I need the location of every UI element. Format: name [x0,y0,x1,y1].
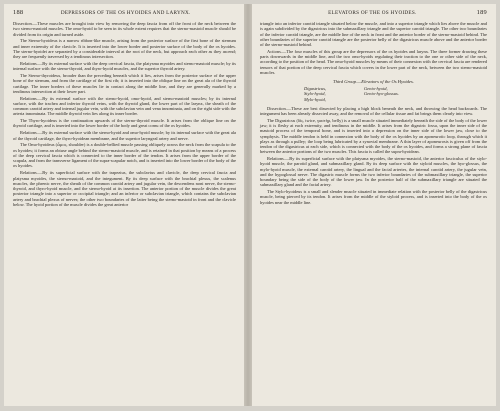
right-page-number: 189 [476,9,487,16]
paragraph: Dissection.—These are best dissected by placing a high block beneath the neck, and throwing the head backwards. The integument has been already dissected away, and the removal of the cellular tissue and fat brings them clearly into view. [260,105,487,116]
paragraph: Relations.—By its superficial surface with the trapezius, the subclavius and clavicle, the deep cervical fascia and platysma myoides, the sterno-mastoid, and the integument. By its deep surface with the brachial plexus, the scalenus muscles, the phrenic nerve, the sheath of the common carotid artery and jugular vein, the descendens noni nerve, the sterno-thyroid, and thyro-hyoid muscle, and the sterno-hyoid at its insertion. The anterior portion of the muscle divides the great posterior triangle into a superior or occipital triangle; and an inferior or subclavian triangle, which contains the subclavian artery and brachial plexus of nerves; the other two boundaries of the latter being the sterno-mastoid in front and the clavicle below. The hyoid portion of the muscle divides the great anterior [13,170,236,207]
left-page-number: 188 [13,9,24,16]
right-running-head: ELEVATORS OF THE OS HYOIDES. [328,10,417,16]
paragraph: Relations.—By its superficial surface with the platysma myoides, the sterno-mastoid, the anterior fasciculus of the stylo-hyoid muscle, the parotid gland, and submaxillary gland. By its deep surface with the styloid muscles, the hyo-glossus, the mylo-hyoid muscle, the external carotid artery, the lingual and the facial arteries, the internal carotid artery, the jugular vein, and the hypoglossal nerve. The digastric muscle forms the two inferior boundaries of the submaxillary triangle, the superior boundary being the side of the body of the lower jaw. In the posterior half of the submaxillary triangle are situated the submaxillary gland and the facial artery. [260,156,487,188]
paragraph: Actions.—The four muscles of this group are the depressors of the os hyoides and larynx. The three former drawing these parts downwards in the middle line, and the two omo-hyoids regulating their traction to the one or other side of the neck, according to the position of the head. The omo-hyoid muscles by means of their connexion with the cervical fascia are rendered tensors of that portion of the deep cervical fascia which covers in the lower part of the neck, between the two sterno-mastoid muscles. [260,48,487,75]
left-page-body [13,21,236,207]
muscle-list-item: Stylo-hyoid, [304,91,326,97]
right-page [252,4,496,406]
paragraph: The Omo-hyoideus (ὦμος, shoulder) is a double-bellied muscle passing obliquely across the neck from the scapula to the os hyoides; it forms an obtuse angle behind the sterno-mastoid muscle, and is retained in that position by means of a process of the deep cervical fascia which is connected to the inner border of the tendon. It arises from the upper border of the scapula, and from the transverse ligament of the supra-scapular notch, and is inserted into the lower border of the body of the os hyoides. [13,142,236,169]
left-running-head: DEPRESSORS OF THE OS HYOIDES AND LARYNX. [60,10,191,16]
muscle-list-item: Mylo-hyoid, [304,96,326,102]
muscle-list-item: Genio-hyoid, [364,86,388,92]
paragraph: Relations.—By its external surface with the sterno-hyoid and omo-hyoid muscle; by its internal surface with the great ala of the thyroid cartilage, the thyro-hyoidean membrane, and the superior laryngeal artery and nerve. [13,130,236,141]
muscle-list-item: Digastricus, [304,86,327,92]
muscle-list [304,86,424,102]
right-page-header [260,9,487,16]
paragraph: Relations.—By its external surface with the sterno-hyoid, omo-hyoid, and sterno-mastoid muscles; by its internal surface, with the trachea and inferior thyroid veins, with the thyroid gland, the lower part of the larynx, the sheath of the common carotid artery and internal jugular vein, with the subclavian vein and vena innominata, and on the right side with the arteria innominata. The middle thyroid vein lies along its inner border. [13,95,236,117]
paragraph: The Sterno-thyroideus, broader than the preceding beneath which it lies, arises from the posterior surface of the upper bone of the sternum, and from the cartilage of the first rib; it is inserted into the oblique line on the great ala of the thyroid cartilage. The inner borders of these muscles lie in contact along the middle line, and they are generally marked by a tendinous intersection at their lower part. [13,73,236,94]
paragraph: Relations.—By its external surface with the deep cervical fascia, the platysma myoides and sterno-mastoid muscle; by its internal surface with the sterno-thyroid, and thyro-hyoid muscles, and the superior thyroid artery. [13,60,236,72]
paragraph: Dissection.—These muscles are brought into view by removing the deep fascia from off the front of the neck between the two sterno-mastoid muscles. The omo-hyoid to be seen in its whole extent requires that the sterno-mastoid muscle should be divided from its origin and turned aside. [13,21,236,37]
paragraph: The Thyro-hyoideus is the continuation upwards of the sterno-thyroid muscle. It arises from the oblique line on the thyroid cartilage, and is inserted into the lower border of the body and great cornu of the os hyoides. [13,118,236,129]
paragraph: The Stylo-hyoideus is a small and slender muscle situated in immediate relation with the posterior belly of the digastricus muscle, being pierced by its tendon. It arises from the middle of the styloid process, and is inserted into the body of the os hyoides near the middle line. [260,189,487,205]
paragraph: The Digastricus (δὶς, twice, γαστὴρ, belly) is a small muscle situated immediately beneath the side of the body of the lower jaw; it is fleshy at each extremity, and tendinous in the middle. It arises from the digastric fossa, upon the inner side of the mastoid process of the temporal bone, and is inserted into a depression on the inner side of the lower jaw, close to the symphysis. The middle tendon is held in connexion with the body of the os hyoides by an aponeurotic loop, through which it plays as through a pulley; the loop being lubricated by a synovial membrane. A thin layer of aponeurosis is given off from the tendon of the digastricus at each side, which is connected with the body of the os hyoides, and forms a strong plane of fascia between the anterior portions of the two muscles. This fascia is called the supra-hyoidean. [260,117,487,155]
book-gutter [244,4,252,406]
left-page-header [13,9,236,16]
right-page-body [260,21,487,205]
section-heading: Third Group.—Elevators of the Os Hyoides. [333,79,414,85]
paragraph: triangle into an inferior carotid triangle situated below the muscle, and into a superior triangle which lies above the muscle and is again subdivided by the digastricus into the submaxillary triangle and the superior carotid triangle. The other two boundaries of the inferior carotid triangle, are the middle line of the neck in front and the anterior border of the sterno-mastoid behind. The other boundaries of the superior carotid triangle are the posterior belly of the digastricus muscle above and the anterior border of the sterno-mastoid behind. [260,21,487,47]
muscle-list-item: Genio-hyo-glossus. [364,91,399,97]
paragraph: The Sterno-hyoideus is a narrow ribbon-like muscle, arising from the posterior surface of the first bone of the sternum and inner extremity of the clavicle. It is inserted into the lower border and posterior surface of the body of the os hyoides. The sterno-hyoidei are separated by a considerable interval at the root of the neck, but approach each other as they ascend; they are frequently traversed by a tendinous intersection. [13,38,236,60]
left-page [4,4,244,406]
